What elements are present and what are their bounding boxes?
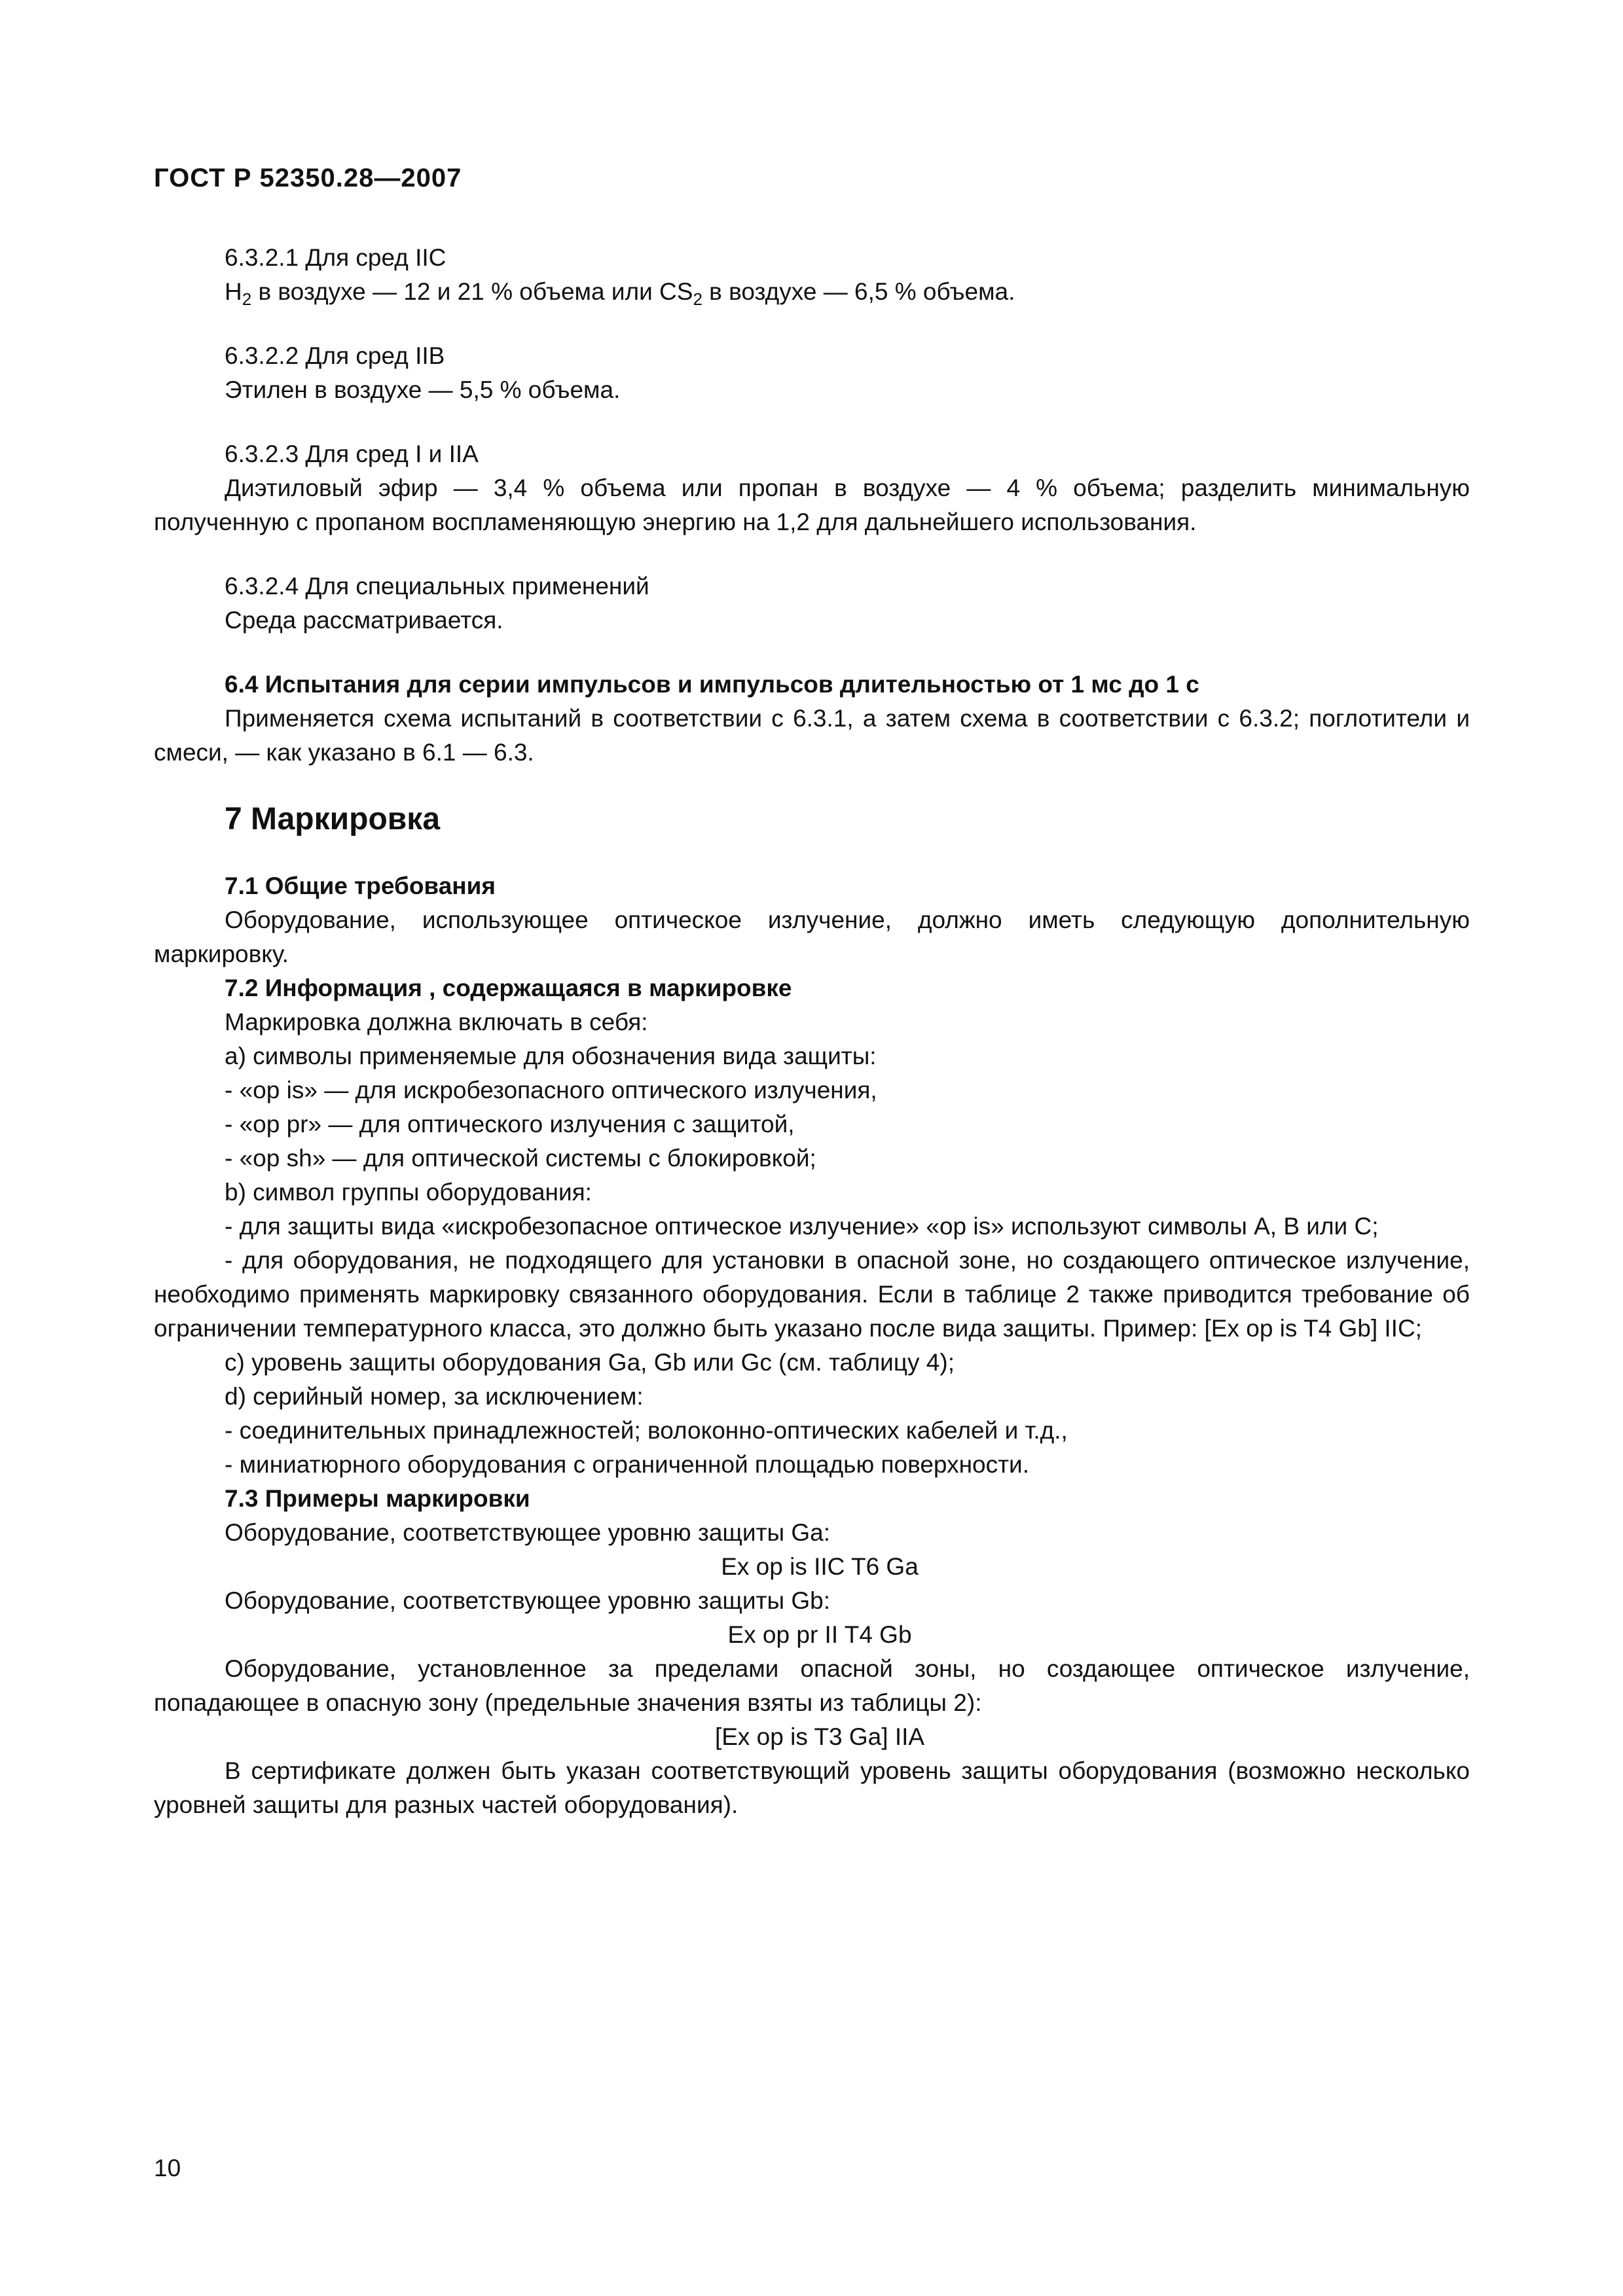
example-ga-marking: Ex op is IIC T6 Ga [721, 1553, 919, 1580]
clause-6-3-2-4-text: Среда рассматривается. [225, 607, 503, 634]
page-number: 10 [154, 2155, 181, 2181]
example-outside-text: Оборудование, установленное за пределами опасной зоны, но создающее оптическое излучение, попадающее в опасную зону (предельные значения взяты из таблицы 2): [154, 1655, 1470, 1716]
clause-6-3-2-1-text [154, 275, 1470, 309]
marking-list-item: - миниатюрного оборудования с ограниченной площадью поверхности. [225, 1451, 1029, 1478]
marking-list-item: a) символы применяемые для обозначения вида защиты: [225, 1043, 877, 1069]
marking-list-item: - «op sh» — для оптической системы с блокировкой; [225, 1145, 816, 1172]
cs2-text: в воздухе — 6,5 % объема. [702, 278, 1015, 305]
h2-symbol: H [225, 278, 242, 305]
h2-subscript: 2 [242, 289, 252, 309]
clause-7-3-heading: 7.3 Примеры маркировки [225, 1485, 530, 1512]
clause-7-2-heading: 7.2 Информация , содержащаяся в маркировке [225, 975, 792, 1001]
marking-list-item: - «op is» — для искробезопасного оптического излучения, [225, 1077, 877, 1103]
example-gb-text: Оборудование, соответствующее уровню защиты Gb: [225, 1587, 830, 1614]
example-ga-text: Оборудование, соответствующее уровню защиты Ga: [225, 1519, 830, 1546]
certificate-paragraph: В сертификате должен быть указан соответствующий уровень защиты оборудования (возможно несколько уровней защиты для разных частей оборудования). [154, 1757, 1470, 1818]
marking-list-item: - для защиты вида «искробезопасное оптическое излучение» «op is» используют символы A, B или C; [225, 1213, 1379, 1240]
clause-6-3-2-1-heading: 6.3.2.1 Для сред IIC [225, 244, 447, 271]
associated-equipment-paragraph: - для оборудования, не подходящего для установки в опасной зоне, но создающего оптическое излучение, необходимо применять маркировку связанного оборудования. Если в таблице 2 также приводится требование об ограничении температурного класса, это должно быть указано после вида защиты. Пример: [Ex op is T4 Gb] IIC; [154, 1247, 1470, 1342]
clause-6-3-2-2-text: Этилен в воздухе — 5,5 % объема. [225, 376, 621, 403]
marking-list-item: Маркировка должна включать в себя: [225, 1009, 648, 1035]
marking-list-item: c) уровень защиты оборудования Ga, Gb или Gc (см. таблицу 4); [225, 1349, 955, 1376]
clause-6-4-heading: 6.4 Испытания для серии импульсов и импульсов длительностью от 1 мс до 1 с [225, 671, 1199, 698]
document-header: ГОСТ Р 52350.28—2007 [154, 164, 462, 192]
clause-6-3-2-3-heading: 6.3.2.3 Для сред I и IIA [225, 440, 479, 467]
h2-text: в воздухе — 12 и 21 % объема или CS [251, 278, 693, 305]
clause-6-4-text: Применяется схема испытаний в соответствии с 6.3.1, а затем схема в соответствии с 6.3.2; поглотители и смеси, — как указано в 6.1 — 6.3. [154, 705, 1470, 766]
clause-7-1-heading: 7.1 Общие требования [225, 872, 496, 899]
clause-7-1-text: Оборудование, использующее оптическое излучение, должно иметь следующую дополнительную маркировку. [154, 906, 1470, 967]
example-gb-marking: Ex op pr II T4 Gb [727, 1621, 912, 1648]
marking-list-item: - «op pr» — для оптического излучения с защитой, [225, 1111, 795, 1138]
example-outside-marking: [Ex op is T3 Ga] IIA [714, 1723, 925, 1750]
clause-6-3-2-3-text: Диэтиловый эфир — 3,4 % объема или пропан в воздухе — 4 % объема; разделить минимальную полученную с пропаном воспламеняющую энергию на 1,2 для дальнейшего использования. [154, 475, 1470, 535]
marking-list-item: b) символ группы оборудования: [225, 1179, 592, 1206]
clause-6-3-2-4-heading: 6.3.2.4 Для специальных применений [225, 573, 649, 600]
clause-6-3-2-2-heading: 6.3.2.2 Для сред IIB [225, 342, 445, 369]
marking-list-item: - соединительных принадлежностей; волоконно-оптических кабелей и т.д., [225, 1417, 1068, 1444]
section-7-heading: 7 Маркировка [225, 802, 441, 836]
cs2-subscript: 2 [693, 289, 702, 309]
marking-list-item: d) серийный номер, за исключением: [225, 1383, 644, 1410]
document-body [154, 241, 1470, 1822]
